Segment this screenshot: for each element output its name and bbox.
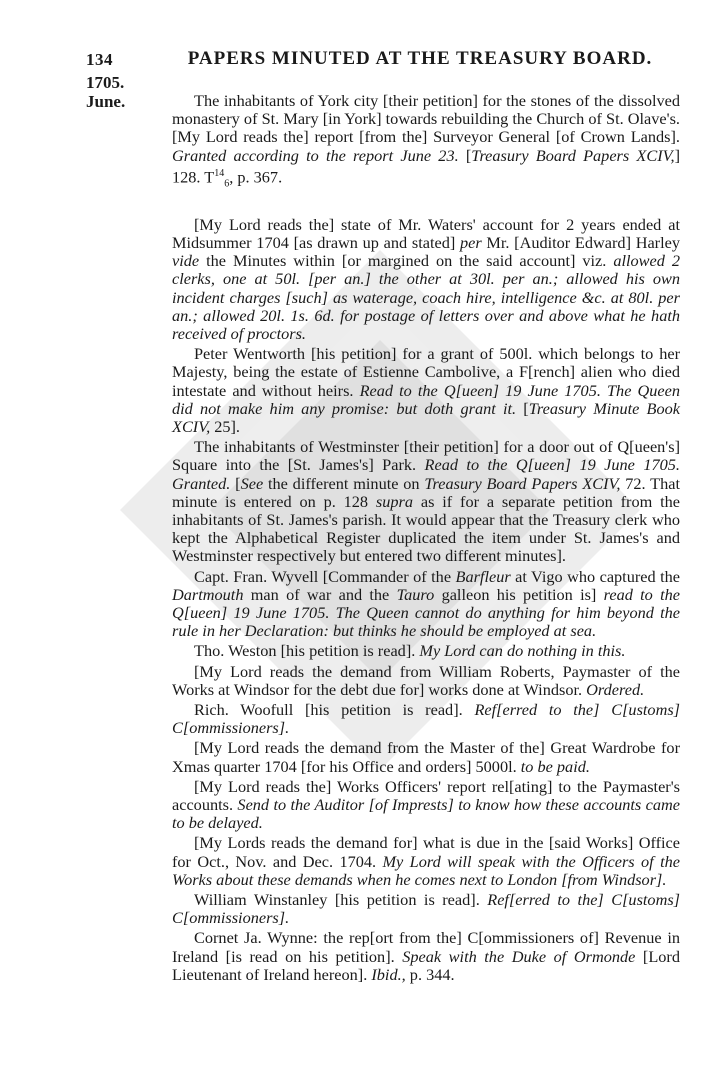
entry-woofull-petition: Rich. Woofull [his petition is read]. Ref[erred to the] C[ustoms] C[ommissioners]. (172, 699, 680, 738)
entry-winstanley-petition: William Winstanley [his petition is read]. Ref[erred to the] C[ustoms] C[ommissioners]. (172, 890, 681, 928)
entry-works-officers-report: [My Lord reads the] Works Officers' report rel[ating] to the Paymaster's accounts. Send to the Auditor [of Imprests] to know how these accounts came to be delayed. (172, 776, 680, 833)
entry-york-petition: The inhabitants of York city [their petition] for the stones of the dissolved monastery of St. Mary [in York] towards rebuilding the Church of St. Olave's. [My Lord reads the] report [from the] Surveyor General [of Crown Lands]. Granted according to the report June 23. [Treasury Board Papers XCIV,] 128. $T^{14}_6$, p. 367. (172, 91, 680, 190)
entry-roberts-demand: [My Lord reads the demand from William Roberts, Paymaster of the Works at Windsor for the debt due for] works done at Windsor. Ordered. (172, 661, 680, 699)
entry-wentworth-petition: Peter Wentworth [his petition] for a grant of 500l. which belongs to her Majesty, being the estate of Estienne Cambolive, a F[rench] alien who died intestate and without heirs. Read to the Q[ueen] 19 June 1705. The Queen did not make him any promise: but doth grant it. [Treasury Minute Book XCIV, 25]. (172, 344, 680, 436)
page-number: 134 (86, 50, 113, 69)
margin-year: 1705. (86, 73, 125, 92)
entry-weston-petition: Tho. Weston [his petition is read]. My Lord can do nothing in this. (194, 641, 626, 661)
entry-waters-account: [My Lord reads the] state of Mr. Waters' account for 2 years ended at Midsummer 1704 [as drawn up and stated] per Mr. [Auditor Edward] Harley vide the Minutes within [or margined on the said account] viz. allowed 2 clerks, one at 50l. [per an.] the other at 30l. per an.; allowed his own incident charges [such] as waterage, coach hire, intelligence &c. at 80l. per an.; allowed 20l. 1s. 6d. for postage of letters over and above what he hath received of proctors. (172, 214, 680, 343)
entry-wyvell-petition: Capt. Fran. Wyvell [Commander of the Barfleur at Vigo who captured the Dartmouth man of war and the Tauro galleon his petition is] read to the Q[ueen] 19 June 1705. The Queen cannot do anything for him beyond the rule in her Declaration: but thinks he should be employed at sea. (172, 566, 680, 641)
minutes-body (172, 92, 680, 984)
entry-works-office-demand: [My Lords reads the demand for] what is due in the [said Works] Office for Oct., Nov. and Dec. 1704. My Lord will speak with the Officers of the Works about these demands when he comes next to London [from Windsor]. (172, 833, 680, 889)
entry-great-wardrobe-demand: [My Lord reads the demand from the Master of the] Great Wardrobe for Xmas quarter 1704 [for his Office and orders] 5000l. to be paid. (172, 738, 680, 776)
entry-wynne-report: Cornet Ja. Wynne: the rep[ort from the] C[ommissioners of] Revenue in Ireland [is read on his petition]. Speak with the Duke of Ormonde [Lord Lieutenant of Ireland hereon]. Ibid., p. 344. (172, 928, 680, 984)
entry-westminster-petition: The inhabitants of Westminster [their petition] for a door out of Q[ueen's] Square into the [St. James's] Park. Read to the Q[ueen] 19 June 1705. Granted. [See the different minute on Treasury Board Papers XCIV, 72. That minute is entered on p. 128 supra as if for a separate petition from the inhabitants of St. James's parish. It would appear that the Treasury clerk who kept the Alphabetical Register duplicated the item under St. James's and Westminster respectively but entered two different minutes]. (172, 437, 681, 566)
margin-month: June. (86, 92, 126, 111)
running-head: PAPERS MINUTED AT THE TREASURY BOARD. (187, 48, 653, 69)
